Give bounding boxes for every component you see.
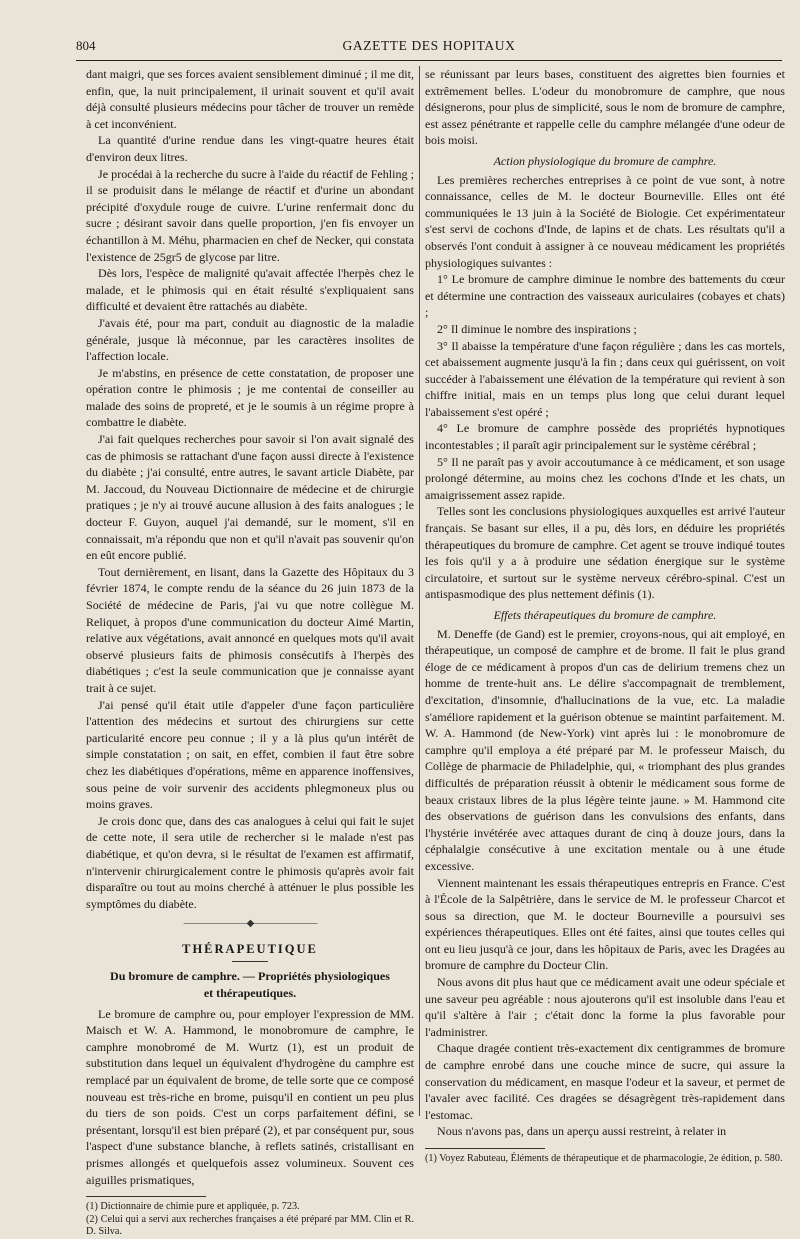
paragraph: Viennent maintenant les essais thérapeutiques entrepris en France. C'est à l'École de la Salpêtrière, dans le service de M. le professeur Charcot et sous sa direction, que M. le docteur Bourneville a poursuivi ses expériences thérapeutiques. Elles ont été faites, ainsi que toutes celles qui ont eu lieu jusqu'à ce jour, dans les hôpitaux de Paris, avec les Dragées au bromure de camphre du Docteur Clin. [425, 875, 785, 973]
article-title-line1: Du bromure de camphre. — Propriétés physiologiques [110, 969, 390, 984]
paragraph: dant maigri, que ses forces avaient sensiblement diminué ; il me dit, enfin, que, la nuit principalement, il urinait souvent et qu'il avait déjà consulté plusieurs médecins pour tâcher de trouver un remède à cet inconvénient. [86, 67, 414, 131]
paragraph: Nous avons dit plus haut que ce médicament avait une odeur spéciale et une saveur peu agréable : nous ajouterons qu'il est insoluble dans l'eau et qu'il s'altère à l'air ; c'était donc la forme la plus favorable pour l'administrer. [425, 975, 785, 1039]
paragraph: Le bromure de camphre ou, pour employer l'expression de MM. Maisch et W. A. Hammond, le monobromure de camphre, le camphre monobromé de M. Wurtz (1), est un produit de substitution dans lequel un équivalent d'hydrogène du camphre est remplacé par un équivalent de brome, de telle sorte que ce composé nouveau est très-riche en brome, puisqu'il en contient un peu plus du tiers de son poids. C'est un corps parfaitement défini, se présentant, lorsqu'il est bien préparé (2), et par conséquent pur, sous l'aspect d'une substance blanche, à reflets satinés, cristallisant en prismes allongés et quelquefois assez volumineux. Souvent ces aiguilles prismatiques, [86, 1006, 414, 1187]
paragraph: Dès lors, l'espèce de malignité qu'avait affectée l'herpès chez le malade, et le phimosis qui en était résulté s'expliquaient sans difficulté et devaient être rattachés au diabète. [86, 266, 414, 314]
article-title [86, 968, 414, 1001]
paragraph: Chaque dragée contient très-exactement dix centigrammes de bromure de camphre enrobé dans une couche mince de sucre, qui assure la conservation du médicament, en masque l'odeur et la saveur, et permet de l'avaler avec facilité. Ces dragées se désagrègent très-rapidement dans l'estomac. [425, 1041, 785, 1122]
paragraph: se réunissant par leurs bases, constituent des aigrettes bien fournies et extrêmement belles. L'odeur du monobromure de camphre, que nous désignerons, pour plus de simplicité, sous le nom de bromure de camphre, est assez pénétrante et rappelle celle du camphre mélangée d'une odeur de bois moisi. [425, 67, 785, 148]
page-number: 804 [76, 38, 96, 53]
paragraph: Telles sont les conclusions physiologiques auxquelles est arrivé l'auteur français. Se basant sur elles, il a pu, dès lors, en déduire les propriétés thérapeutiques du bromure de camphre. Cet agent se trouve indiqué toutes les fois qu'il y a à produire une sédation énergique sur le système circulatoire, et surtout sur le système nerveux cérébro-spinal. C'est un antispasmodique des plus nettement définis (1). [425, 504, 785, 602]
paragraph: 5° Il ne paraît pas y avoir accoutumance à ce médicament, et son usage prolongé détermine, au moins chez les cochons d'Inde et les chats, un amaigrissement assez rapide. [425, 454, 785, 502]
paragraph: Les premières recherches entreprises à ce point de vue sont, à notre connaissance, celles de M. le docteur Bourneville. Elles ont été communiquées le 13 juin à la Société de Biologie. Cet expérimentateur s'est servi de cochons d'Inde, de lapins et de chats. Les résultats qu'il a observés l'ont conduit à assigner à ce nouveau médicament les propriétés physiologiques suivantes : [425, 172, 785, 270]
short-rule [232, 961, 268, 962]
footnote: (2) Celui qui a servi aux recherches françaises a été préparé par MM. Clin et R. D. Silva. [86, 1213, 414, 1238]
page-header [76, 36, 782, 58]
section-heading: THÉRAPEUTIQUE [182, 941, 318, 956]
paragraph: 3° Il abaisse la température d'une façon régulière ; dans les cas mortels, cet abaissement augmente jusqu'à la fin ; dans ceux qui guérissent, on voit succéder à l'abaissement une élévation de la température qui revient à son chiffre initial, mais en un temps plus long que celui durant lequel l'abaissement s'est opéré ; [425, 338, 785, 419]
paragraph: 4° Le bromure de camphre possède des propriétés hypnotiques incontestables ; il paraît agir principalement sur le système cérébral ; [425, 421, 785, 453]
column-divider [419, 66, 420, 1116]
footnote-rule [86, 1196, 206, 1197]
footnote: (1) Dictionnaire de chimie pure et appliquée, p. 723. [86, 1201, 300, 1213]
subheading: Effets thérapeutiques du bromure de camphre. [493, 608, 717, 622]
subheading: Action physiologique du bromure de camphre. [493, 153, 717, 168]
paragraph: 2° Il diminue le nombre des inspirations ; [437, 321, 637, 336]
footnote: (1) Voyez Rabuteau, Éléments de thérapeutique et de pharmacologie, 2e édition, p. 580. [425, 1153, 783, 1164]
running-title: GAZETTE DES HOPITAUX [342, 38, 516, 53]
right-column [425, 66, 785, 1166]
paragraph: 1° Le bromure de camphre diminue le nombre des battements du cœur et détermine une contraction des vaisseaux auriculaires (cobayes et chats) ; [425, 272, 785, 320]
footnote-rule [425, 1148, 545, 1149]
left-column [86, 66, 414, 1239]
paragraph: J'ai pensé qu'il était utile d'appeler d'une façon particulière l'attention des médecins et surtout des chirurgiens sur cette particularité encore peu connue ; il y a là plus qu'un intérêt de simple constatation ; on sait, en effet, combien il faut être sobre chez les diabétiques d'opérations, même en apparence inoffensives, sous peine de voir survenir des accidents phlegmoneux plus ou moins graves. [86, 697, 414, 812]
paragraph: Je m'abstins, en présence de cette constatation, de proposer une opération contre le phimosis ; je me contentai de conseiller au malade des soins de propreté, et je le soumis à un régime propre à combattre le diabète. [86, 365, 414, 430]
header-rule [76, 60, 782, 61]
paragraph: J'avais été, pour ma part, conduit au diagnostic de la maladie générale, jusque là méconnue, par les caractères insolites de l'affection locale. [86, 315, 414, 364]
paragraph: M. Deneffe (de Gand) est le premier, croyons-nous, qui ait employé, en thérapeutique, un composé de camphre et de brome. Il fait le plus grand éloge de ce médicament à propos d'un cas de delirium tremens chez un homme de trente-huit ans. Le délire s'accompagnait de tremblement, d'excitation, d'insomnie, d'hallucinations de la vue, etc. La maladie s'améliore rapidement et la guérison obtenue se maintint parfaitement. M. W. A. Hammond (de New-York) vint après lui : le monobromure de camphre qu'il employa a été préparé par M. le professeur Maisch, du Collège de pharmacie de Philadelphie, qui, « triomphant des plus grandes difficultés de préparation réussit à obtenir le médicament sous forme de beaux cristaux libres de la plus légère teinte jaune. » M. Hammond cite des observations de guérison dans les convulsions des enfants, dans l'hystérie invétérée avec attaques durant de cinq à douze jours, dans la céphalalgie consécutive à une excitation mentale ou à une étude excessive. [425, 626, 785, 873]
paragraph: Je procédai à la recherche du sucre à l'aide du réactif de Fehling ; il se produisit dans le mélange de réactif et d'urine un abondant précipité d'oxydule rouge de cuivre. L'urine renfermait donc du sucre ; désirant savoir dans quelle proportion, j'en fis envoyer un échantillon à M. Méhu, pharmacien en chef de Necker, qui constata l'existence de 25gr5 de glycose par litre. [86, 166, 414, 264]
paragraph: Tout dernièrement, en lisant, dans la Gazette des Hôpitaux du 3 février 1874, le compte rendu de la séance du 26 juin 1873 de la Société de médecine de Paris, j'ai vu que notre collègue M. Reliquet, à propos d'une communication du docteur Aimé Martin, relative aux végétations, avait annoncé en quelques mots qu'il avait observé plusieurs faits de phimosis consécutifs à l'herpès des diabétiques ; c'est la seule communication que je connaisse ayant trait à ce sujet. [86, 564, 414, 695]
article-title-line2: et thérapeutiques. [203, 986, 297, 1001]
paragraph: Nous n'avons pas, dans un aperçu aussi restreint, à relater in [437, 1124, 727, 1139]
paragraph: La quantité d'urine rendue dans les vingt-quatre heures était d'environ deux litres. [86, 133, 414, 164]
paragraph: J'ai fait quelques recherches pour savoir si l'on avait signalé des cas de phimosis se rattachant d'une façon aussi directe à l'existence du diabète ; j'ai consulté, entre autres, le savant article Diabète, par M. Jaccoud, du Nouveau Dictionnaire de médecine et de chirurgie pratiques ; je n'y ai trouvé aucune allusion à des faits analogues ; le docteur F. Guyon, auquel j'ai demandé, sur le moment, s'il en connaissait, m'a répondu que non et qu'il n'avait pas souvenir qu'on en eût encore publié. [86, 432, 414, 563]
ornament-divider: ———————◆——————— [183, 918, 317, 930]
paragraph: Je crois donc que, dans des cas analogues à celui qui fait le sujet de cette note, il sera utile de rechercher si le malade n'est pas diabétique, et qu'on devra, si le résultat de l'examen est affirmatif, n'intervenir chirurgicalement contre le phimosis qu'après avoir fait disparaître ou tout au moins cherché à atténuer le plus possible les symptômes du diabète. [86, 813, 414, 911]
